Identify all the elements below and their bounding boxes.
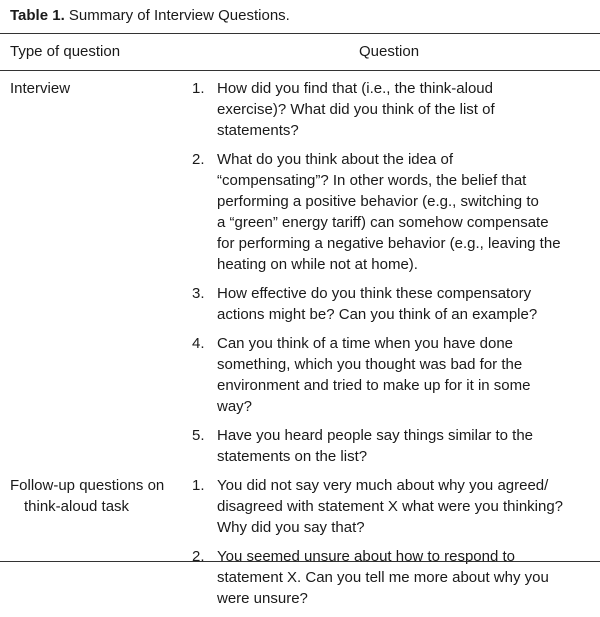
question-text: Can you think of a time when you have done something, which you thought was bad for the environment and tried to make up for it in some way? [217, 335, 531, 415]
question-text: How did you find that (i.e., the think-aloud exercise)? What did you think of the list of statements? [217, 80, 495, 139]
question-item [180, 283, 600, 325]
question-text: How effective do you think these compensatory actions might be? Can you think of an example? [217, 285, 538, 323]
header-question: Question [359, 43, 420, 60]
group-type-label [0, 78, 180, 475]
question-item [180, 149, 600, 275]
table-group-follow-up [0, 475, 600, 617]
question-item [180, 475, 600, 538]
question-number: 2. [192, 548, 205, 565]
question-number: 1. [192, 477, 205, 494]
group-type-text: Interview [10, 80, 71, 97]
table-caption-text: Summary of Interview Questions. [68, 7, 290, 24]
table-bottom-rule [0, 561, 600, 562]
question-list [180, 475, 600, 617]
table-header-rule [0, 70, 600, 71]
question-text: Have you heard people say things similar to the statements on the list? [217, 427, 534, 465]
question-number: 5. [192, 427, 205, 444]
question-text: You did not say very much about why you agreed/ disagreed with statement X what were you thinking? Why did you say that? [217, 477, 564, 536]
question-item [180, 425, 600, 467]
question-list [180, 78, 600, 475]
question-number: 4. [192, 335, 205, 352]
table-caption-label: Table 1. [10, 7, 65, 24]
question-item [180, 78, 600, 141]
group-type-label [0, 475, 180, 617]
group-type-text: Follow-up questions on think-aloud task [10, 477, 165, 515]
table-body [0, 78, 600, 617]
question-number: 1. [192, 80, 205, 97]
question-text: What do you think about the idea of “compensating”? In other words, the belief that performing a positive behavior (e.g., switching to a “green” energy tariff) can somehow compensate for performing a negative behavior (e.g., leaving the heating on while not at home). [217, 151, 561, 273]
question-number: 2. [192, 151, 205, 168]
table-group-interview [0, 78, 600, 475]
question-item [180, 333, 600, 417]
question-number: 3. [192, 285, 205, 302]
question-text: You seemed unsure about how to respond to statement X. Can you tell me more about why you were unsure? [217, 548, 549, 607]
table-caption [10, 6, 290, 26]
table-top-rule [0, 33, 600, 34]
header-type-of-question: Type of question [10, 43, 121, 60]
question-item [180, 546, 600, 609]
